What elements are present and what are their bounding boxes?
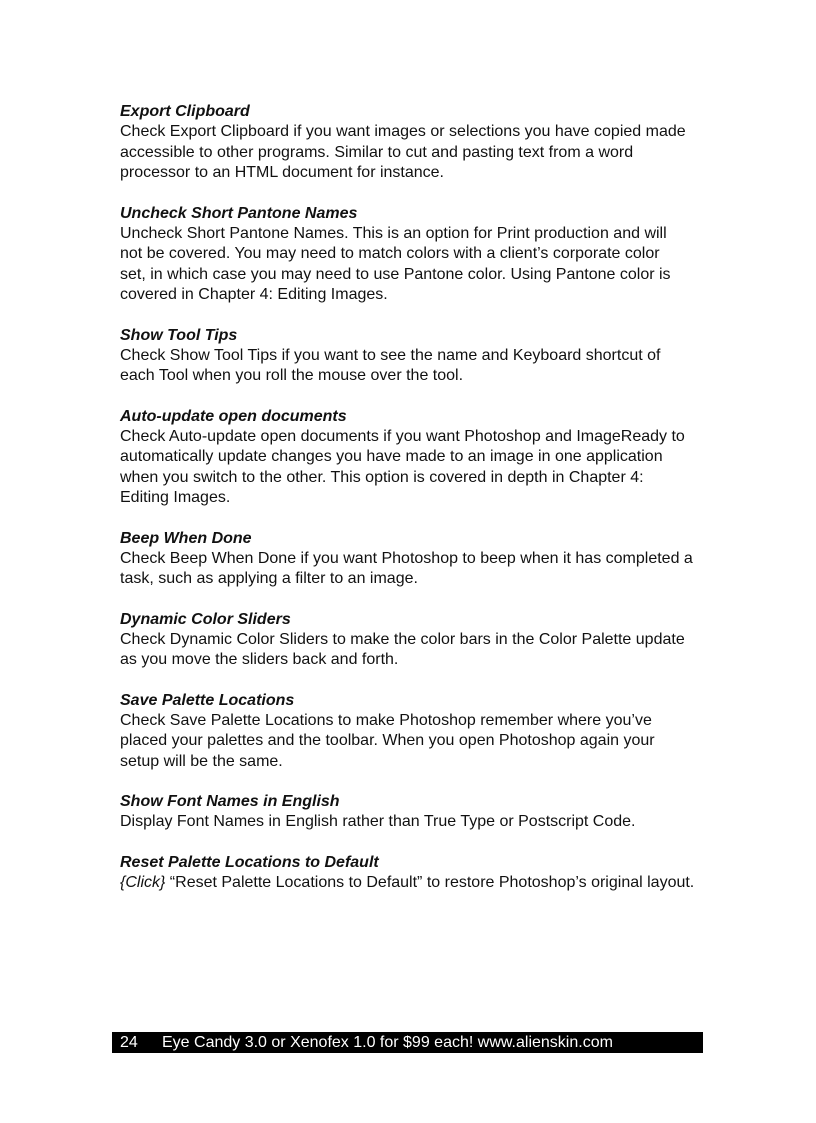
section-body: Check Export Clipboard if you want images or selections you have copied made accessible to other programs. Similar to cut and pasting text from a word processor to an HTML document for instance. — [120, 123, 686, 181]
section-save-palette-locations — [120, 690, 710, 773]
section-body-rest: “Reset Palette Locations to Default” to restore Photoshop’s original layout. — [165, 873, 695, 891]
section-auto-update-documents — [120, 406, 710, 509]
section-show-tool-tips — [120, 325, 710, 387]
click-instruction: {Click} — [120, 873, 166, 891]
footer-text: Eye Candy 3.0 or Xenofex 1.0 for $99 each! www.alienskin.com — [162, 1034, 613, 1051]
section-beep-when-done — [120, 528, 710, 590]
section-font-names-english — [120, 791, 710, 833]
section-heading: Reset Palette Locations to Default — [120, 853, 379, 871]
section-export-clipboard — [120, 101, 710, 184]
section-body: Uncheck Short Pantone Names. This is an option for Print production and will not be covered. You may need to match colors with a client’s corporate color set, in which case you may need to use Pantone color. Using Pantone color is covered in Chapter 4: Editing Images. — [120, 224, 671, 303]
section-heading: Show Tool Tips — [120, 326, 238, 344]
page-content — [120, 101, 710, 912]
section-body — [120, 873, 710, 894]
footer-bar — [112, 1032, 703, 1053]
section-heading: Beep When Done — [120, 529, 252, 547]
section-heading: Uncheck Short Pantone Names — [120, 204, 358, 222]
section-heading: Save Palette Locations — [120, 691, 295, 709]
section-body: Check Beep When Done if you want Photoshop to beep when it has completed a task, such as applying a filter to an image. — [120, 549, 693, 587]
section-body: Display Font Names in English rather than True Type or Postscript Code. — [120, 813, 636, 830]
section-body: Check Save Palette Locations to make Photoshop remember where you’ve placed your palettes and the toolbar. When you open Photoshop again your setup will be the same. — [120, 711, 655, 770]
section-reset-palette-locations — [120, 852, 710, 894]
section-body: Check Show Tool Tips if you want to see the name and Keyboard shortcut of each Tool when you roll the mouse over the tool. — [120, 346, 661, 384]
section-heading: Auto-update open documents — [120, 407, 347, 425]
section-heading: Export Clipboard — [120, 103, 250, 120]
page-number: 24 — [120, 1034, 138, 1051]
section-dynamic-color-sliders — [120, 609, 710, 671]
section-short-pantone-names — [120, 203, 710, 306]
section-body: Check Dynamic Color Sliders to make the color bars in the Color Palette update as you move the sliders back and forth. — [120, 630, 685, 668]
section-heading: Dynamic Color Sliders — [120, 610, 291, 628]
section-heading: Show Font Names in English — [120, 793, 340, 810]
section-body: Check Auto-update open documents if you want Photoshop and ImageReady to automatically update changes you have made to an image in one application when you switch to the other. This option is covered in depth in Chapter 4: Editing Images. — [120, 427, 685, 506]
